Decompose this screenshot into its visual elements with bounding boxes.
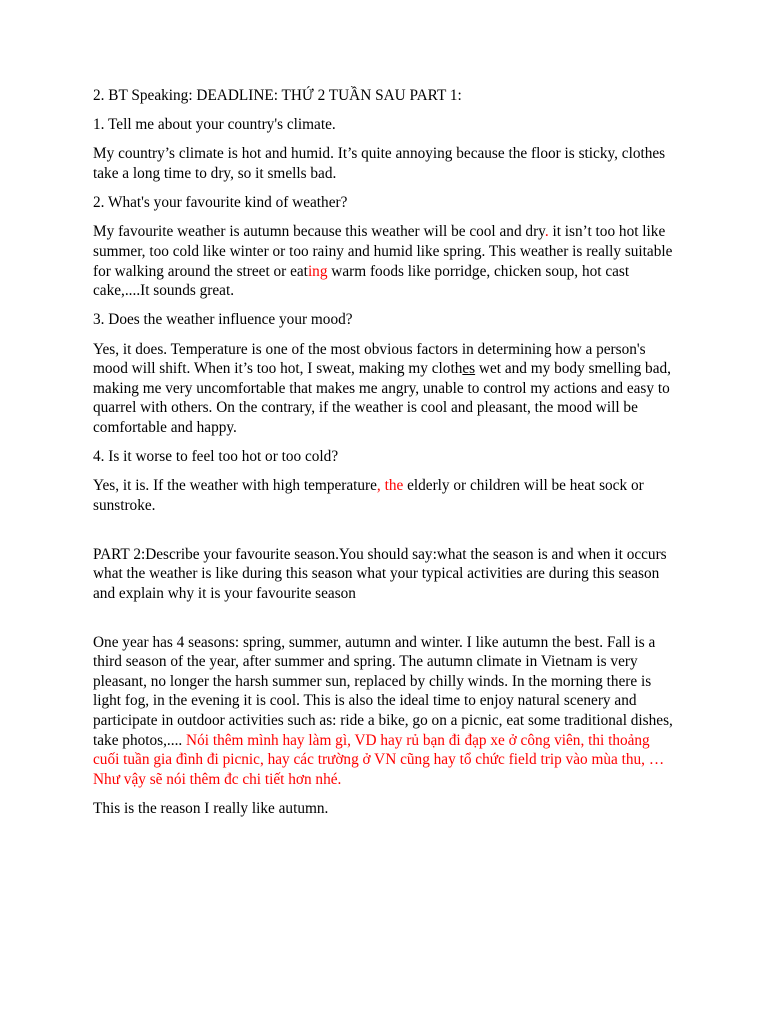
- answer-2-text-a: My favourite weather is autumn because this weather will be cool and dry: [93, 223, 545, 241]
- answer-2: [93, 222, 678, 300]
- answer-2-text-b: it isn’t too hot like summer, too cold like winter or too rainy and humid like spring. This weather is really suitable for walking around the street or eat: [93, 223, 673, 280]
- assignment-header: 2. BT Speaking: DEADLINE: THỨ 2 TUẦN SAU PART 1:: [93, 87, 462, 104]
- question-2: 2. What's your favourite kind of weather?: [93, 194, 348, 212]
- question-1: 1. Tell me about your country's climate.: [93, 116, 336, 134]
- answer-2-correction-period: .: [544, 223, 549, 241]
- document-page: [93, 86, 678, 828]
- answer-3: [93, 340, 678, 438]
- answer-3-underlined-es: es: [462, 360, 476, 378]
- answer-4: [93, 476, 678, 515]
- question-3: 3. Does the weather influence your mood?: [93, 311, 353, 329]
- blank-line: [93, 613, 678, 633]
- part-2-prompt: PART 2:Describe your favourite season.You should say:what the season is and when it occurs what the weather is like during this season what your typical activities are during this season and explain why it is your favourite season: [93, 545, 667, 602]
- answer-3-text-a: Yes, it does. Temperature is one of the most obvious factors in determining how a person's mood will shift. When it’s too hot, I sweat, making my cloth: [93, 340, 646, 378]
- part-2-answer-text: One year has 4 seasons: spring, summer, autumn and winter. I like autumn the best. Fall is a third season of the year, after summer and spring. The autumn climate in Vietnam is very pleasant, no longer the harsh summer sun, replaced by chilly winds. In the morning there is light fog, in the evening it is cool. This is also the ideal time to enjoy natural scenery and participate in outdoor activities such as: ride a bike, go on a picnic, eat some traditional dishes, take photos,....: [93, 633, 673, 749]
- question-4: 4. Is it worse to feel too hot or too cold?: [93, 448, 339, 466]
- answer-4-text-b: elderly or children will be heat sock or sunstroke.: [93, 477, 644, 514]
- answer-4-text-a: Yes, it is. If the weather with high temperature: [93, 477, 377, 495]
- closing-sentence: This is the reason I really like autumn.: [93, 799, 329, 817]
- answer-4-correction-the: , the: [376, 477, 404, 495]
- answer-1: My country’s climate is hot and humid. It’s quite annoying because the floor is sticky, clothes take a long time to dry, so it smells bad.: [93, 145, 666, 182]
- teacher-comment: Nói thêm mình hay làm gì, VD hay rủ bạn đi đạp xe ở công viên, thi thoảng cuối tuần gia đình đi picnic, hay các trường ở VN cũng hay tổ chức field trip vào mùa thu, … Như vậy sẽ nói thêm đc chi tiết hơn nhé.: [93, 731, 665, 788]
- part-2-answer: [93, 633, 678, 790]
- blank-line: [93, 525, 678, 545]
- answer-2-text-c: warm foods like porridge, chicken soup, hot cast cake,....It sounds great.: [93, 262, 630, 300]
- answer-3-text-b: wet and my body smelling bad, making me very uncomfortable that makes me angry, unable to control my actions and easy to quarrel with others. On the contrary, if the weather is cool and pleasant, the mood will be comfortable and happy.: [93, 360, 671, 436]
- answer-2-correction-ing: ing: [307, 262, 328, 280]
